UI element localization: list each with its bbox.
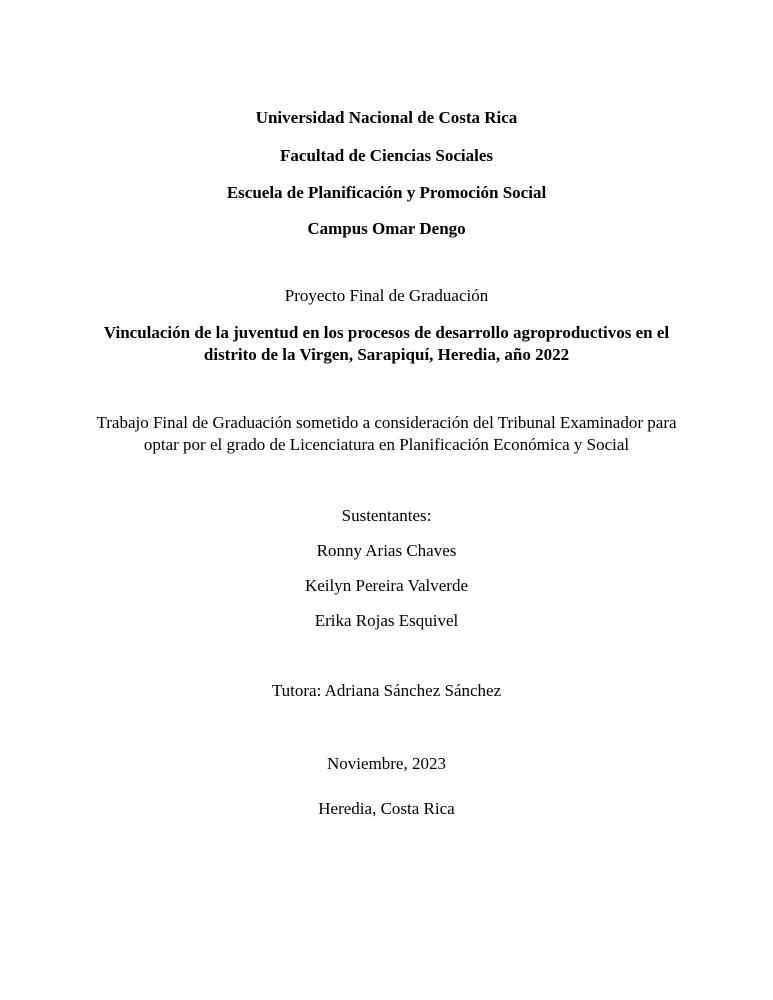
publication-place: Heredia, Costa Rica [318, 799, 455, 818]
tutor-name: Tutora: Adriana Sánchez Sánchez [271, 681, 502, 700]
faculty-name: Facultad de Ciencias Sociales [280, 146, 493, 165]
author-name: Erika Rojas Esquivel [314, 611, 459, 630]
thesis-title: Vinculación de la juventud en los procesos de desarrollo agroproductivos en el distrito de la Virgen, Sarapiquí, Heredia, año 2022 [103, 323, 670, 364]
publication-date: Noviembre, 2023 [327, 754, 446, 773]
submission-note: Trabajo Final de Graduación sometido a consideración del Tribunal Examinador para optar por el grado de Licenciatura en Planificación Económica y Social [96, 413, 677, 454]
university-name: Universidad Nacional de Costa Rica [255, 108, 518, 127]
school-name: Escuela de Planificación y Promoción Social [226, 183, 547, 202]
author-name: Ronny Arias Chaves [316, 541, 457, 560]
campus-name: Campus Omar Dengo [307, 219, 466, 238]
project-type-label: Proyecto Final de Graduación [284, 286, 489, 305]
authors-label: Sustentantes: [341, 506, 432, 525]
author-name: Keilyn Pereira Valverde [304, 576, 468, 595]
